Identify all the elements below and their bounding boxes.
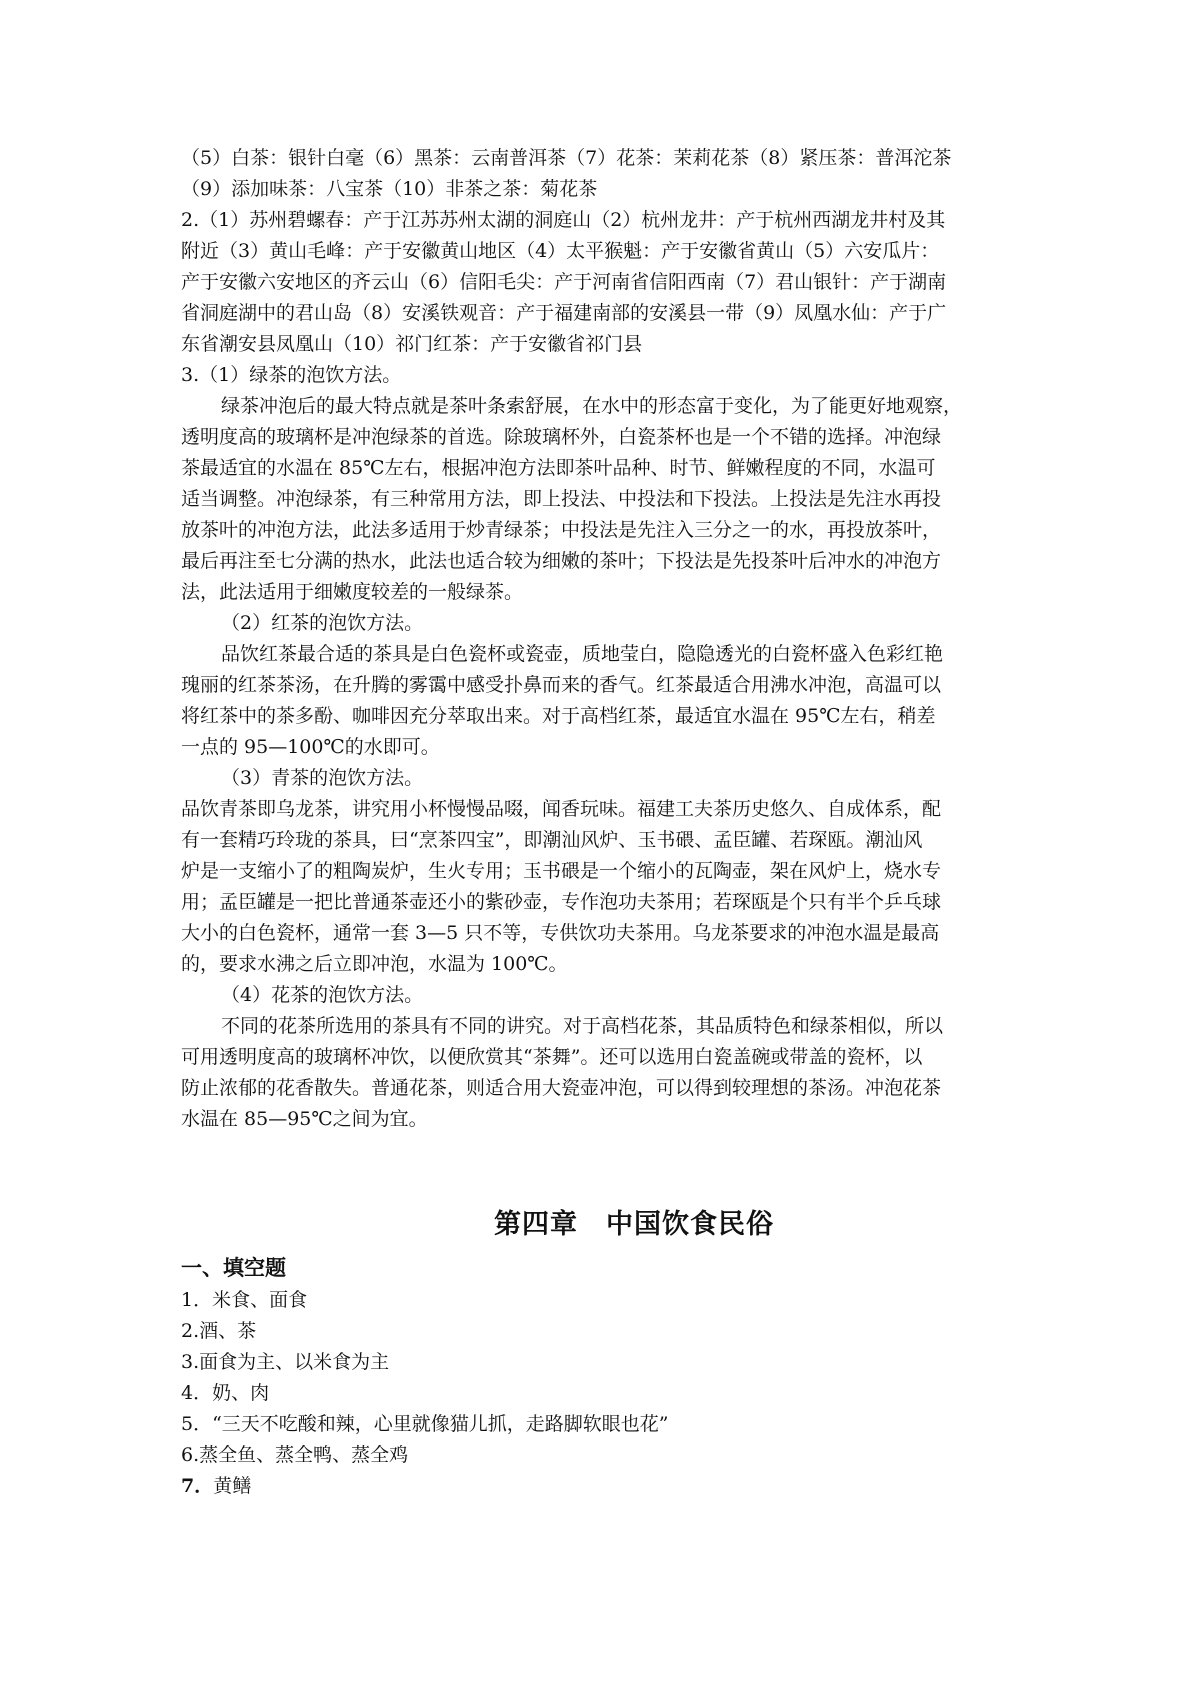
body-text: [181, 143, 1017, 1135]
body-line: 绿茶冲泡后的最大特点就是茶叶条索舒展，在水中的形态富于变化，为了能更好地观察，: [221, 395, 963, 417]
answer-item: [181, 1471, 1017, 1502]
answer-item: [181, 1347, 1017, 1378]
body-line: 一点的 95—100℃的水即可。: [181, 736, 440, 758]
body-line: 放茶叶的冲泡方法，此法多适用于炒青绿茶；中投法是先注入三分之一的水，再投放茶叶，: [181, 519, 942, 541]
answer-item: [181, 1378, 1017, 1409]
body-line: （4）花茶的泡饮方法。: [221, 984, 424, 1006]
body-line: 大小的白色瓷杯，通常一套 3—5 只不等，专供饮功夫茶用。乌龙茶要求的冲泡水温是最高: [181, 922, 940, 944]
body-line: 法，此法适用于细嫩度较差的一般绿茶。: [181, 581, 524, 603]
answer-text: 酒、茶: [199, 1320, 257, 1342]
body-line: （2）红茶的泡饮方法。: [221, 612, 424, 634]
body-line: 最后再注至七分满的热水，此法也适合较为细嫩的茶叶；下投法是先投茶叶后冲水的冲泡方: [181, 550, 942, 572]
body-line: （9）添加味茶：八宝茶（10）非茶之茶：菊花茶: [181, 178, 598, 200]
body-line: 的，要求水沸之后立即冲泡，水温为 100℃。: [181, 953, 568, 975]
body-line: 东省潮安县凤凰山（10）祁门红茶：产于安徽省祁门县: [181, 333, 643, 355]
answer-number: 3.: [181, 1351, 200, 1373]
answer-item: [181, 1440, 1017, 1471]
answer-text: 黄鳝: [213, 1475, 252, 1497]
answer-number: 7．: [181, 1475, 214, 1497]
body-line: 茶最适宜的水温在 85℃左右，根据冲泡方法即茶叶品种、时节、鲜嫩程度的不同，水温可: [181, 457, 936, 479]
document-page: [181, 143, 1017, 1502]
body-line: 不同的花茶所选用的茶具有不同的讲究。对于高档花茶，其品质特色和绿茶相似，所以: [221, 1015, 944, 1037]
answer-number: 2.: [181, 1320, 200, 1342]
answer-text: 面食为主、以米食为主: [199, 1351, 390, 1373]
body-line: 透明度高的玻璃杯是冲泡绿茶的首选。除玻璃杯外，白瓷茶杯也是一个不错的选择。冲泡绿: [181, 426, 942, 448]
answer-list: [181, 1285, 1017, 1502]
body-line: 品饮红茶最合适的茶具是白色瓷杯或瓷壶，质地莹白，隐隐透光的白瓷杯盛入色彩红艳: [221, 643, 944, 665]
answer-item: [181, 1409, 1017, 1440]
section-title: 一、填空题: [181, 1256, 286, 1280]
body-line: 适当调整。冲泡绿茶，有三种常用方法，即上投法、中投法和下投法。上投法是先注水再投: [181, 488, 942, 510]
answer-number: 6.: [181, 1444, 200, 1466]
body-line: （5）白茶：银针白毫（6）黑茶：云南普洱茶（7）花茶：茉莉花茶（8）紧压茶：普洱沱茶: [181, 147, 952, 169]
body-line: 防止浓郁的花香散失。普通花茶，则适合用大瓷壶冲泡，可以得到较理想的茶汤。冲泡花茶: [181, 1077, 942, 1099]
body-line: 用；孟臣罐是一把比普通茶壶还小的紫砂壶，专作泡功夫茶用；若琛瓯是个只有半个乒乓球: [181, 891, 942, 913]
body-line: 将红茶中的茶多酚、咖啡因充分萃取出来。对于高档红茶，最适宜水温在 95℃左右，稍差: [181, 705, 936, 727]
answer-number: 1．: [181, 1289, 213, 1311]
answer-item: [181, 1316, 1017, 1347]
answer-number: 4．: [181, 1382, 213, 1404]
body-line: （3）青茶的泡饮方法。: [221, 767, 424, 789]
answer-text: 奶、肉: [212, 1382, 270, 1404]
answer-text: “三天不吃酸和辣，心里就像猫儿抓，走路脚软眼也花”: [212, 1413, 669, 1435]
body-line: 附近（3）黄山毛峰：产于安徽黄山地区（4）太平猴魁：产于安徽省黄山（5）六安瓜片：: [181, 240, 940, 262]
chapter-title: 第四章 中国饮食民俗: [494, 1209, 774, 1240]
body-line: 2.（1）苏州碧螺春：产于江苏苏州太湖的洞庭山（2）杭州龙井：产于杭州西湖龙井村及其: [181, 209, 946, 231]
body-line: 瑰丽的红茶茶汤，在升腾的雾霭中感受扑鼻而来的香气。红茶最适合用沸水冲泡，高温可以: [181, 674, 942, 696]
body-line: 产于安徽六安地区的齐云山（6）信阳毛尖：产于河南省信阳西南（7）君山银针：产于湖南: [181, 271, 947, 293]
answer-number: 5．: [181, 1413, 213, 1435]
answer-text: 米食、面食: [212, 1289, 308, 1311]
answer-text: 蒸全鱼、蒸全鸭、蒸全鸡: [199, 1444, 409, 1466]
body-line: 3.（1）绿茶的泡饮方法。: [181, 364, 402, 386]
body-line: 品饮青茶即乌龙茶，讲究用小杯慢慢品啜，闻香玩味。福建工夫茶历史悠久、自成体系，配: [181, 798, 942, 820]
body-line: 省洞庭湖中的君山岛（8）安溪铁观音：产于福建南部的安溪县一带（9）凤凰水仙：产于广: [181, 302, 947, 324]
chapter-spacer: [181, 1135, 1017, 1205]
body-line: 有一套精巧玲珑的茶具，曰“烹茶四宝”，即潮汕风炉、玉书碨、孟臣罐、若琛瓯。潮汕风: [181, 829, 923, 851]
body-line: 可用透明度高的玻璃杯冲饮，以便欣赏其“茶舞”。还可以选用白瓷盖碗或带盖的瓷杯，以: [181, 1046, 923, 1068]
body-line: 炉是一支缩小了的粗陶炭炉，生火专用；玉书碨是一个缩小的瓦陶壶，架在风炉上，烧水专: [181, 860, 942, 882]
body-line: 水温在 85—95℃之间为宜。: [181, 1108, 428, 1130]
answer-item: [181, 1285, 1017, 1316]
